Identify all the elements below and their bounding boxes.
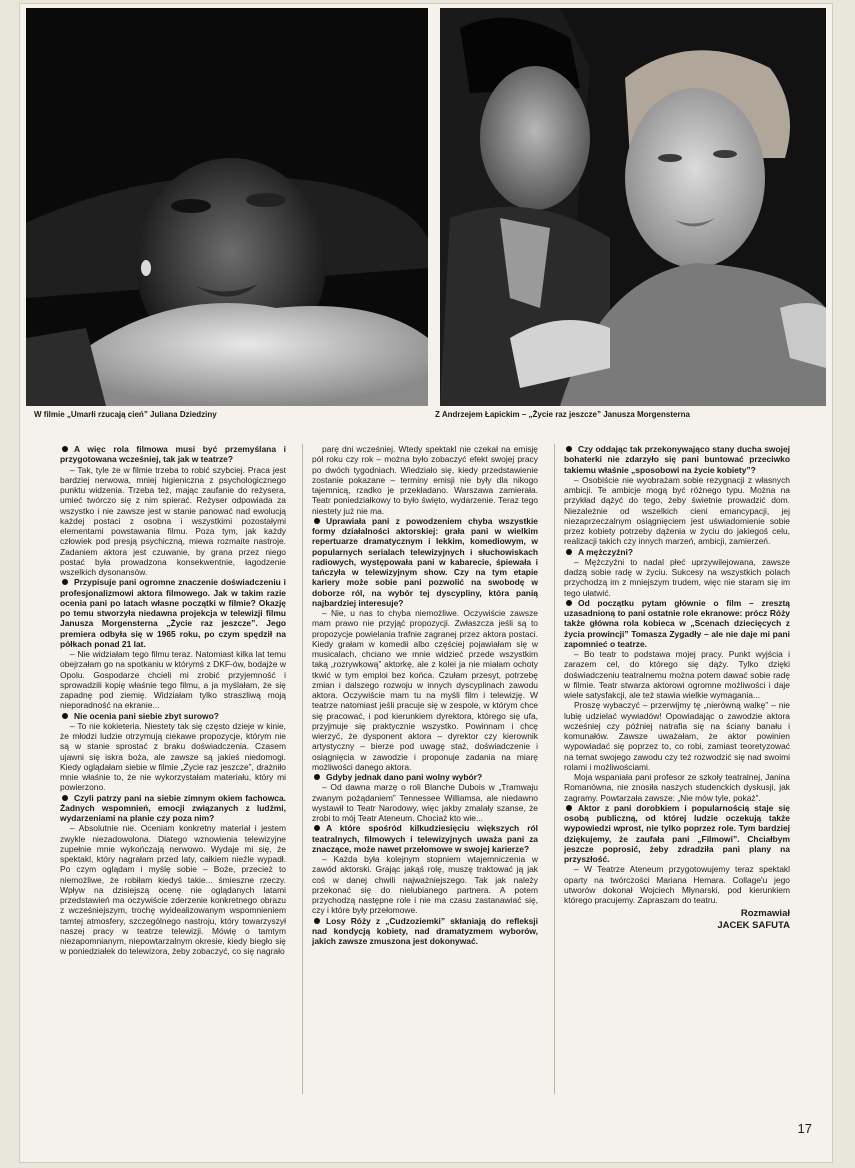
paragraph-text: A mężczyźni?: [578, 546, 634, 557]
bullet-icon: [566, 805, 572, 811]
paragraph-text: Gdyby jednak dano pani wolny wybór?: [326, 772, 483, 782]
paragraph-text: Aktor z pani dorobkiem i popularnością staje się osobą publiczną, od której ludzie oczekują także wypowiedzi wprost, nie tylko poprzez role. Tym bardziej dziękujemy, że zaufała pani „Filmowi”. Chciałbym jeszcze poprosić, żeby zdradziła pani plany na przyszłość.: [564, 802, 790, 864]
interview-answer: [312, 608, 538, 772]
bullet-icon: [62, 713, 68, 719]
paragraph-text: – Tak, tyle że w filmie trzeba to robić szybciej. Praca jest bardziej nerwowa, mniej higieniczna z psychologicznego punktu widzenia. Trzeba też, mając zaufanie do reżysera, umieć twórczo się z nim spierać. Reżyser odpowiada za wszystko i nie zawsze jest w stanie panować nad ewolucją każdej postaci z osobna i wszystkimi pozostałymi elementami powstawania filmu. Poza tym, jak każdy człowiek pod presją psychiczną, miewa rozmaite nastroje. Zadaniem aktora jest czuwanie, by grana przez niego postać była prowadzona konsekwentnie, łagodzenie wszelkich dysonansów.: [60, 464, 286, 577]
interview-answer: [564, 475, 790, 547]
text-column-2: [312, 444, 538, 946]
interview-question: [564, 547, 790, 557]
column-divider: [302, 444, 303, 1094]
interview-question: [564, 598, 790, 649]
paragraph-text: – Każda była kolejnym stopniem wtajemniczenia w zawód aktorski. Grając jakąś rolę, muszę traktować ją jak coś w danej chwili najważniejszego. Tak jak należy przekonać się do nielubianego partnera. A potem przychodzą następne role i nie ma czasu zastanawiać się, czy i które były przełomowe.: [312, 854, 538, 916]
interview-answer: [312, 444, 538, 516]
paragraph-text: A które spośród kilkudziesięciu większych ról teatralnych, filmowych i telewizyjnych uważa pani za znaczące, może nawet przełomowe w swojej karierze?: [312, 823, 538, 854]
bullet-icon: [566, 600, 572, 606]
bullet-icon: [314, 774, 320, 780]
paragraph-text: – Absolutnie nie. Oceniam konkretny materiał i jestem zwykle niezadowolona. Dlatego wznowienia telewizyjne zupełnie mnie wykończają nerwowo. Wydaje mi się, że spektakl, który nagrałam przed laty, całkiem nieźle wypadł. Po czym oglądam i myślę sobie – Boże, przecież to niemożliwe, że robiłam kiedyś takie... śmieszne rzeczy. Wpływ na dzisiejszą ocenę nie oglądanych latami przedstawień ma oczywiście zderzenie konkretnego obrazu z wcześniejszym, trochę wyidealizowanym wspomnieniem tamtej atmosfery, szczególnego nastroju, który towarzyszył naszej pracy w teatrze telewizji. Mówię o tamtym niezapomnianym, niepowtarzalnym okresie, kiedy biegło się w poniedziałek do telewizora, żeby zobaczyć, co się nagrało: [60, 823, 286, 957]
paragraph-text: Czy oddając tak przekonywająco stany ducha swojej bohaterki nie zdarzyło się pani buntować przeciwko takiemu właśnie „sposobowi na życie kobiety”?: [564, 444, 790, 475]
interview-answer: [564, 649, 790, 700]
interview-question: [60, 793, 286, 824]
interview-question: [312, 516, 538, 608]
bullet-icon: [314, 918, 320, 924]
author-signature: [564, 908, 790, 932]
paragraph-text: Proszę wybaczyć – przerwijmy tę „nierówną walkę” – nie lubię udzielać wywiadów! Opowiadając o zawodzie aktora wcześniej czy później natrafia się na ściany banału i komunałów. Zawsze uważałam, że aktor powinien wypowiadać się poprzez to, co robi, zamiast teoretyzować na temat swojego zawodu czy też rozwodzić się nad swoimi rolami i możliwościami.: [564, 700, 790, 772]
bullet-icon: [62, 446, 68, 452]
interview-answer: [564, 557, 790, 598]
paragraph-text: Przypisuje pani ogromne znaczenie doświadczeniu i profesjonalizmowi aktora filmowego. Jak w takim razie ocenia pani po latach własne początki w filmie? Okazję po temu stworzyła niedawna projekcja w telewizji filmu Janusza Morgensterna „Życie raz jeszcze”. Jego premiera odbyła się w 1965 roku, po czym spędził na półkach ponad 21 lat.: [60, 577, 286, 649]
interview-answer: [60, 823, 286, 956]
paragraph-text: – Nie widziałam tego filmu teraz. Natomiast kilka lat temu obejrzałam go na spotkaniu w którymś z DKF-ów, bodajże w Opolu. Gospodarze chcieli mi zrobić przyjemność i sprowadzili kopię właśnie tego filmu, a ja myślałam, że się zapadnę pod ziemię. Widziałam tylko straszliwą moją nieporadność na ekranie...: [60, 649, 286, 711]
interview-question: [564, 803, 790, 865]
interview-question: [312, 823, 538, 854]
column-divider: [554, 444, 555, 1094]
text-column-1: [60, 444, 286, 957]
interview-answer: [60, 721, 286, 793]
magazine-page: [20, 4, 832, 1162]
interview-question: [60, 577, 286, 649]
photo-caption-right: Z Andrzejem Łapickim – „Życie raz jeszcze” Janusza Morgensterna: [435, 410, 690, 419]
interview-answer: [312, 782, 538, 823]
interview-answer: [564, 772, 790, 803]
bullet-icon: [566, 446, 572, 452]
paragraph-text: parę dni wcześniej. Wtedy spektakl nie czekał na emisję pół roku czy rok – można było zobaczyć efekt swojej pracy po dwóch tygodniach. Wiedziało się, kiedy przedstawienie zostanie pokazane – terminy emisji nie były dla nikogo tajemnicą, rzadko je przekładano. Warszawa zamierała. Teatr poniedziałkowy to było święto, wydarzenie. Teraz tego niestety już nie ma.: [312, 444, 538, 516]
interview-answer: [312, 854, 538, 916]
film-still-photo-right: [440, 8, 826, 406]
paragraph-text: – To nie kokieteria. Niestety tak się często dzieje w kinie, że młodzi ludzie otrzymują ciekawe propozycje, którym nie są w stanie sprostać z braku doświadczenia. Czasem ujawni się iskra boża, ale zawsze są jakieś niedomogi. Kiedy oglądałam siebie w filmie „Życie raz jeszcze”, drażniło mnie właśnie to, że nie wykorzystałam materiału, który mi powierzono.: [60, 720, 286, 793]
paragraph-text: Moja wspaniała pani profesor ze szkoły teatralnej, Janina Romanówna, nie znosiła naszych studenckich dyskusji, jak zagramy. Powtarzała zawsze: „Nie mów tyle, pokaż”.: [564, 772, 790, 803]
bullet-icon: [314, 825, 320, 831]
signature-line1: Rozmawiał: [740, 908, 790, 920]
interview-question: [312, 772, 538, 782]
paragraph-text: – Od dawna marzę o roli Blanche Dubois w „Tramwaju zwanym pożądaniem” Tennessee Williamsa, ale niedawno wystawił to Teatr Narodowy, więc jakby zmalały szanse, że zrobi to mój Teatr Ateneum. Chociaż kto wie...: [312, 782, 538, 823]
bullet-icon: [62, 579, 68, 585]
signature-line2: JACEK SAFUTA: [717, 920, 790, 932]
paragraph-text: Losy Róży z „Cudzoziemki” skłaniają do refleksji nad kondycją kobiety, nad dramatyzmem wyborów, jakich zawsze zmuszona jest dokonywać.: [312, 915, 538, 946]
interview-answer: [60, 465, 286, 578]
bullet-icon: [62, 795, 68, 801]
paragraph-text: Uprawiała pani z powodzeniem chyba wszystkie formy działalności aktorskiej: grała pani w wielkim repertuarze dramatycznym i lekkim, komediowym, w popularnych serialach telewizyjnych i słuchowiskach radiowych, występowała pani w kabarecie, śpiewała i tańczyła w telewizyjnym show. Czy na tym etapie kariery może sobie pani pozwolić na swobodę w doborze ról, na wybór tej dyscypliny, która panią najbardziej interesuje?: [312, 515, 538, 608]
interview-question: [564, 444, 790, 475]
paragraph-text: – Osobiście nie wyobrażam sobie rezygnacji z własnych ambicji. Te ambicje mogą być różnego typu. Można na przykład dążyć do tego, żeby świetnie prowadzić dom. Niezależnie od wszelkich cieni emancypacji, jej niezaprzeczalnym osiągnięciem jest uświadomienie sobie przez kobiety potrzeby dążenia w życiu do jakiegoś celu, realizacji takich czy innych marzeń, ambicji, zamierzeń.: [564, 474, 790, 547]
paragraph-text: – Mężczyźni to nadal płeć uprzywilejowana, zawsze dadzą sobie radę w życiu. Sukcesy na wszystkich polach przychodzą im z mniejszym trudem, więc nie staram się im tego ułatwić.: [564, 556, 790, 598]
interview-question: [312, 916, 538, 947]
text-column-3: [564, 444, 790, 932]
interview-answer: [564, 700, 790, 772]
film-still-image-right: [440, 8, 826, 406]
bullet-icon: [314, 518, 320, 524]
paragraph-text: – Bo teatr to podstawa mojej pracy. Punkt wyjścia i zarazem cel, do którego się dąży. Tylko dzięki doświadczeniu teatralnemu można potem dawać sobie radę w filmie. Teatr stwarza aktorowi ogromne możliwości i daje wiele satysfakcji, ale też stawia wielkie wymagania...: [564, 649, 790, 700]
interview-answer: [60, 649, 286, 711]
interview-question: [60, 711, 286, 721]
interview-question: [60, 444, 286, 465]
paragraph-text: – Nie, u nas to chyba niemożliwe. Oczywiście zawsze mam prawo nie przyjąć propozycji. Zwłaszcza jeśli są to propozycje powielania trafnie zagranej przez aktora postaci. Kiedy grałam w komedii albo częściej pojawiałam się w musicalach, chciano we mnie widzieć przede wszystkim taką „rozrywkową” aktorkę, ale z kolei ja nie miałam ochoty tkwić w tym emploi bez końca. Czułam przesyt, potrzebę zmian i dalszego rozwoju w innych dyscyplinach zawodu aktora. Oczywiście mam tu na myśli film i telewizję. W teatrze natomiast jeśli pracuje się w zespole, w którym chce się pracować, i pod kierunkiem dyrektora, którego się ufa, przyjmuje się praktycznie wszystko. Powinnam i chcę wierzyć, że dysponent aktora – dyrektor czy kierownik artystyczny – bierze pod uwagę staż, doświadczenie i osiągnięcia w zawodzie i proponuje zadania na miarę możliwości danego aktora.: [312, 608, 538, 772]
paragraph-text: Czyli patrzy pani na siebie zimnym okiem fachowca. Żadnych wspomnień, emocji związanych z ludźmi, wydarzeniami na planie czy poza nim?: [60, 792, 286, 823]
interview-answer: [564, 864, 790, 905]
film-still-photo-left: [26, 8, 428, 406]
paragraph-text: Nie ocenia pani siebie zbyt surowo?: [74, 710, 219, 721]
photo-caption-left: W filmie „Umarłi rzucają cień” Juliana Dziedziny: [34, 410, 217, 419]
page-number: 17: [797, 1121, 812, 1136]
film-still-image-left: [26, 8, 428, 406]
bullet-icon: [566, 549, 572, 555]
paragraph-text: A więc rola filmowa musi być przemyślana i przygotowana wcześniej, tak jak w teatrze?: [60, 444, 286, 465]
paragraph-text: – W Teatrze Ateneum przygotowujemy teraz spektakl oparty na twórczości Mariana Hemara. Collage'u jego utworów dokonał Wojciech Młynarski, pod kierunkiem którego pracujemy. Zapraszam do teatru.: [564, 864, 790, 905]
paragraph-text: Od początku pytam głównie o film – zresztą uzasadnioną to pani ostatnie role ekranowe: prócz Róży także główna rola kobieca w „Scenach dziecięcych z życia prowincji” Tomasza Zygadły – ale nie daje mi pani zapomnieć o teatrze.: [564, 597, 790, 649]
